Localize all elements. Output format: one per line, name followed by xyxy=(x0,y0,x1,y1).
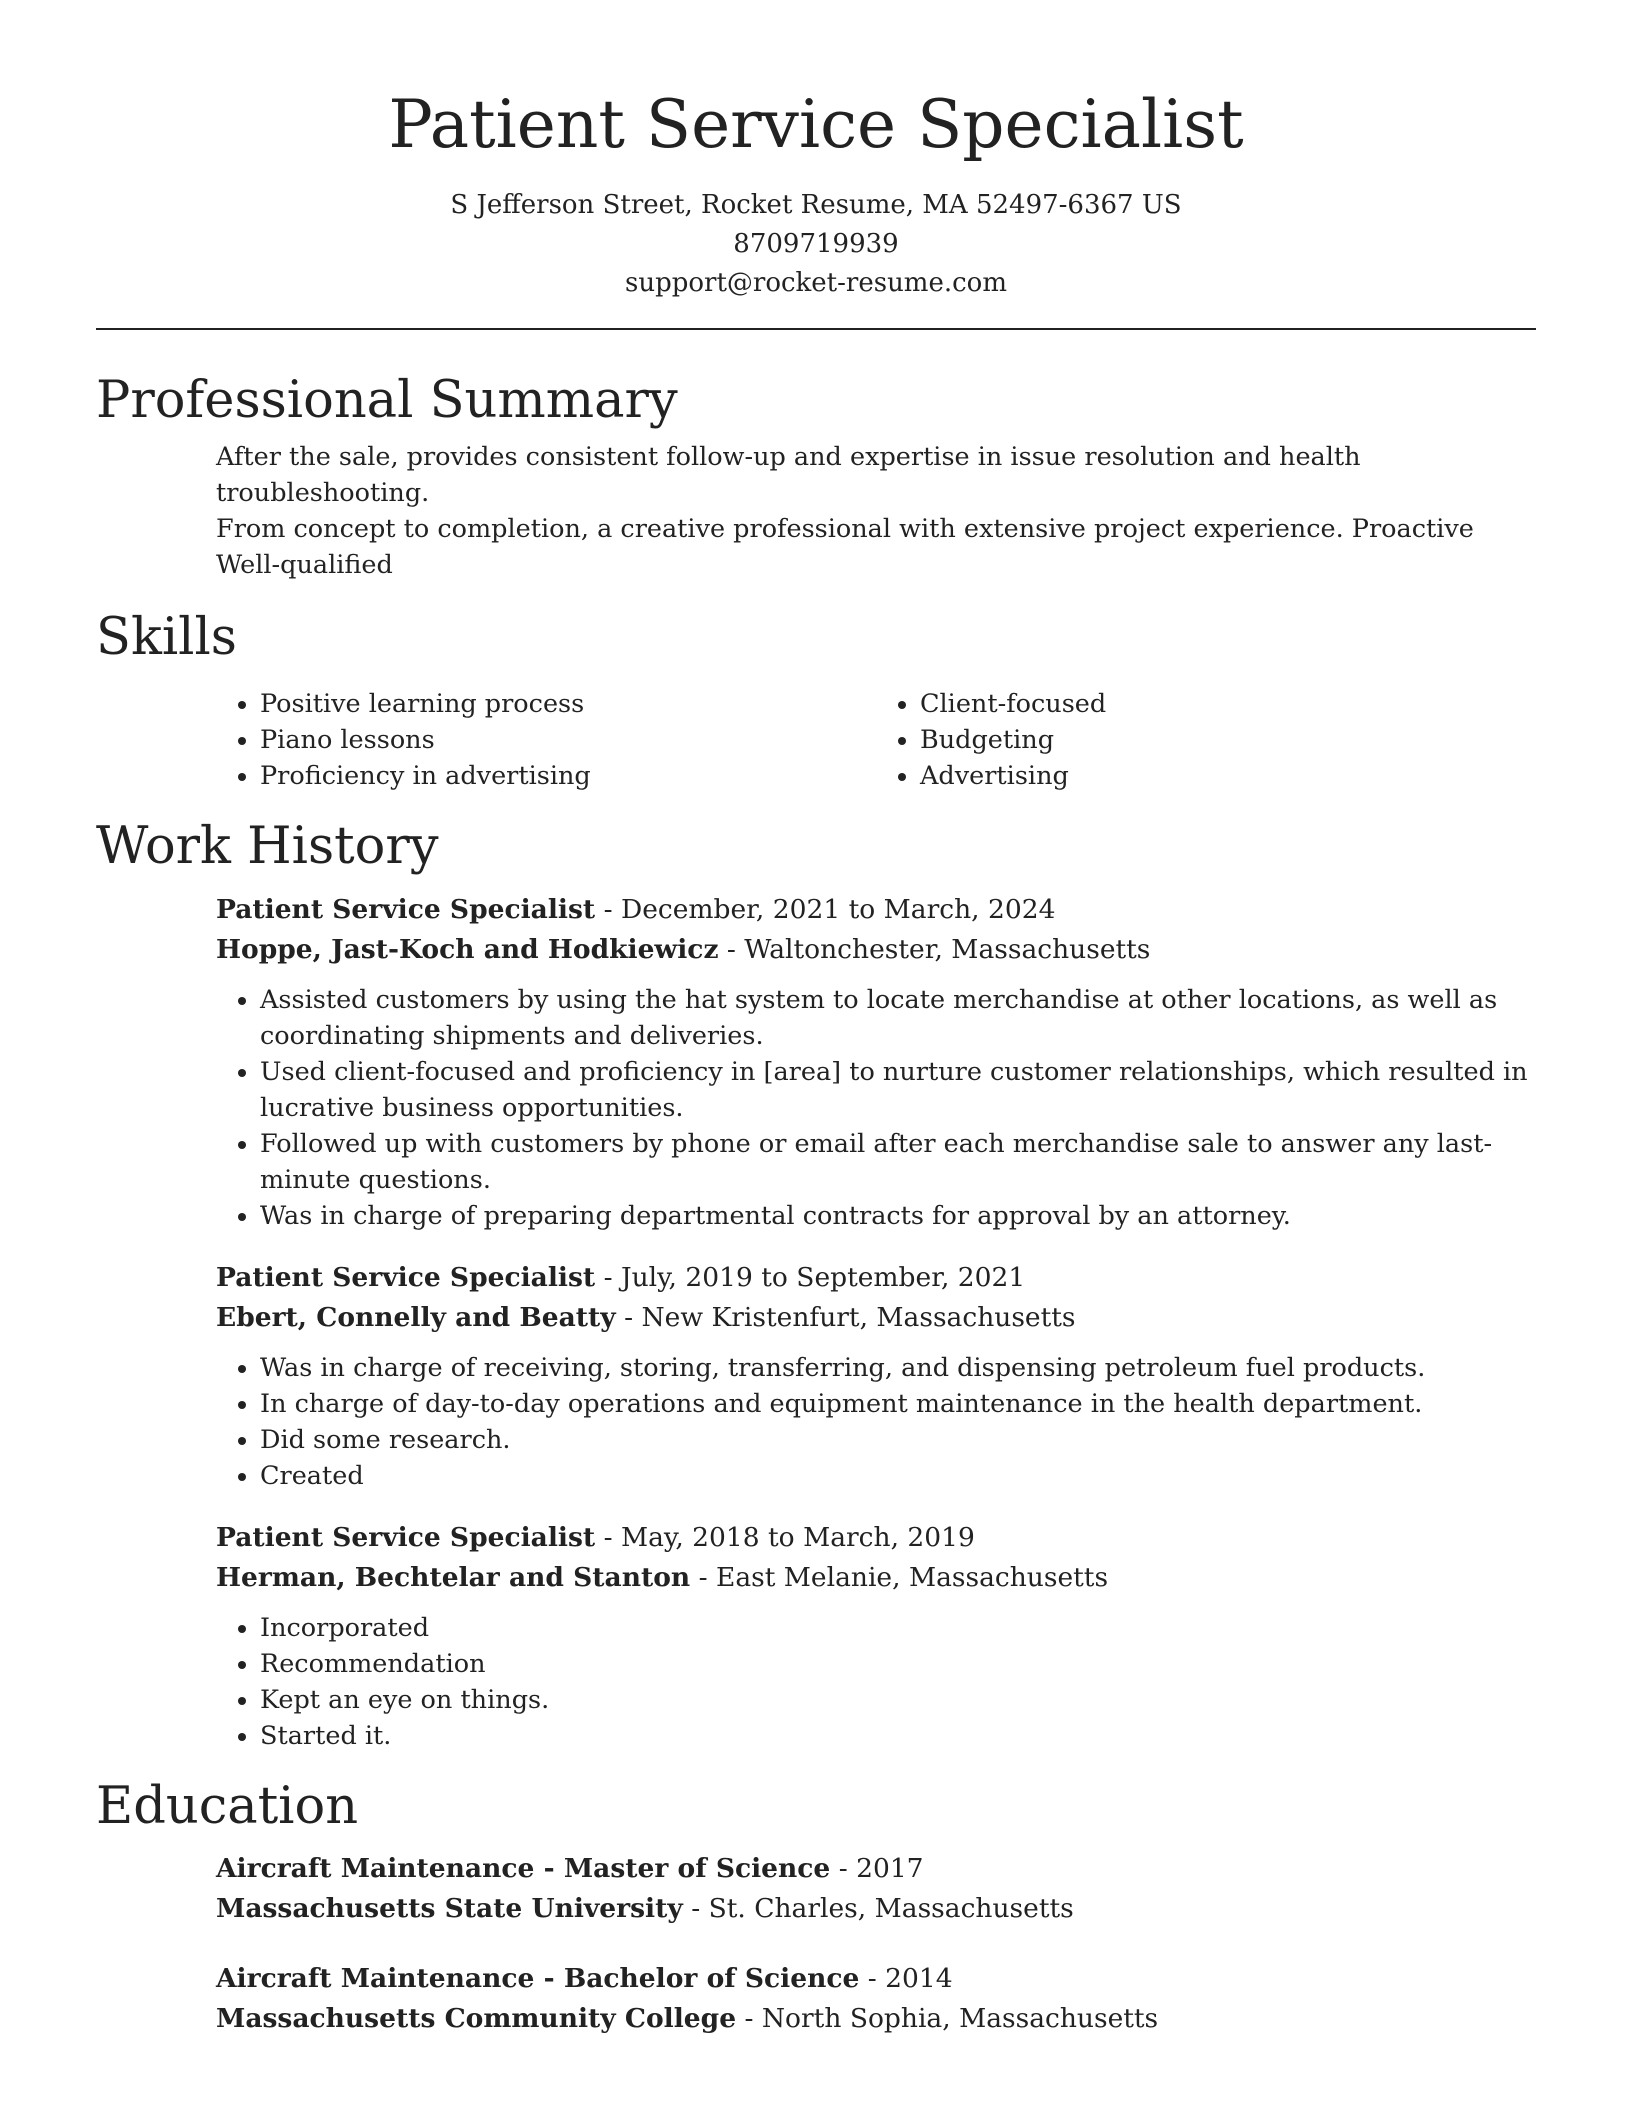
job-bullets xyxy=(216,982,1536,1234)
job-company: Herman, Bechtelar and Stanton xyxy=(216,1561,691,1593)
degree: Aircraft Maintenance - Master of Science xyxy=(216,1852,831,1884)
school-line xyxy=(216,1889,1536,1929)
school-location: - St. Charles, Massachusetts xyxy=(682,1892,1074,1924)
job-bullet: • Incorporated xyxy=(260,1610,1536,1646)
job-location: - Waltonchester, Massachusetts xyxy=(718,933,1151,965)
job-bullet: • Assisted customers by using the hat system to locate merchandise at other locations, as well as coordinating shipments and deliveries. xyxy=(260,982,1536,1054)
skill-item: • Piano lessons xyxy=(260,722,876,758)
skill-item: • Positive learning process xyxy=(260,686,876,722)
summary-heading: Professional Summary xyxy=(96,371,678,430)
job-company: Ebert, Connelly and Beatty xyxy=(216,1301,616,1333)
work-history-heading: Work History xyxy=(96,817,439,877)
school-location: - North Sophia, Massachusetts xyxy=(736,2002,1159,2034)
email: support@rocket-resume.com xyxy=(624,268,1007,298)
skills-list xyxy=(216,686,1536,794)
job-title-line xyxy=(216,890,1536,930)
job-bullet: • Followed up with customers by phone or email after each merchandise sale to answer any last-minute questions. xyxy=(260,1126,1536,1198)
skill-item: • Proficiency in advertising xyxy=(260,758,876,794)
job-entry xyxy=(216,1518,1536,1754)
job-entry xyxy=(216,1258,1536,1494)
skills-column-left xyxy=(216,686,876,794)
job-bullet: • Started it. xyxy=(260,1718,1536,1754)
degree: Aircraft Maintenance - Bachelor of Science xyxy=(216,1962,860,1994)
job-dates: - July, 2019 to September, 2021 xyxy=(595,1261,1026,1293)
job-bullet: • Created xyxy=(260,1458,1536,1494)
education-heading: Education xyxy=(96,1776,359,1836)
job-title-line xyxy=(216,1518,1536,1558)
summary-line: From concept to completion, a creative professional with extensive project experience. Proactive Well-qualified xyxy=(216,514,1474,581)
job-title: Patient Service Specialist xyxy=(216,1261,596,1293)
job-dates: - December, 2021 to March, 2024 xyxy=(595,893,1056,925)
summary-text xyxy=(216,439,1536,583)
job-title-line xyxy=(216,1258,1536,1298)
summary-line: After the sale, provides consistent follow-up and expertise in issue resolution and health troubleshooting. xyxy=(216,442,1361,509)
job-company-line xyxy=(216,1558,1536,1598)
job-dates: - May, 2018 to March, 2019 xyxy=(595,1521,975,1553)
job-bullets xyxy=(216,1350,1536,1494)
school-name: Massachusetts State University xyxy=(216,1892,683,1924)
job-title: Patient Service Specialist xyxy=(216,893,596,925)
skills-column-right xyxy=(876,686,1536,794)
job-bullet: • Was in charge of receiving, storing, transferring, and dispensing petroleum fuel products. xyxy=(260,1350,1536,1386)
skill-item: • Budgeting xyxy=(920,722,1536,758)
job-company: Hoppe, Jast-Koch and Hodkiewicz xyxy=(216,933,719,965)
job-bullet: • Did some research. xyxy=(260,1422,1536,1458)
degree-line xyxy=(216,1849,1536,1889)
education-entry xyxy=(216,1959,1536,2039)
degree-year: - 2014 xyxy=(859,1962,953,1994)
job-location: - East Melanie, Massachusetts xyxy=(690,1561,1109,1593)
job-title: Patient Service Specialist xyxy=(216,1521,596,1553)
job-bullets xyxy=(216,1610,1536,1754)
degree-line xyxy=(216,1959,1536,1999)
degree-year: - 2017 xyxy=(830,1852,924,1884)
job-bullet: • Was in charge of preparing departmental contracts for approval by an attorney. xyxy=(260,1198,1536,1234)
job-bullet: • Used client-focused and proficiency in [area] to nurture customer relationships, which resulted in lucrative business opportunities. xyxy=(260,1054,1536,1126)
contact-block xyxy=(96,186,1536,303)
skills-heading: Skills xyxy=(96,608,237,668)
phone: 8709719939 xyxy=(733,229,899,259)
education-entry xyxy=(216,1849,1536,1929)
job-bullet: • In charge of day-to-day operations and equipment maintenance in the health department. xyxy=(260,1386,1536,1422)
school-line xyxy=(216,1999,1536,2039)
address: S Jefferson Street, Rocket Resume, MA 52497-6367 US xyxy=(450,190,1182,220)
job-company-line xyxy=(216,1298,1536,1338)
job-location: - New Kristenfurt, Massachusetts xyxy=(615,1301,1076,1333)
header-divider xyxy=(96,328,1536,330)
job-entry xyxy=(216,890,1536,1234)
job-bullet: • Recommendation xyxy=(260,1646,1536,1682)
resume-page xyxy=(96,0,1536,2039)
skill-item: • Advertising xyxy=(920,758,1536,794)
job-bullet: • Kept an eye on things. xyxy=(260,1682,1536,1718)
page-title: Patient Service Specialist xyxy=(388,86,1244,163)
school-name: Massachusetts Community College xyxy=(216,2002,737,2034)
job-company-line xyxy=(216,930,1536,970)
skill-item: • Client-focused xyxy=(920,686,1536,722)
